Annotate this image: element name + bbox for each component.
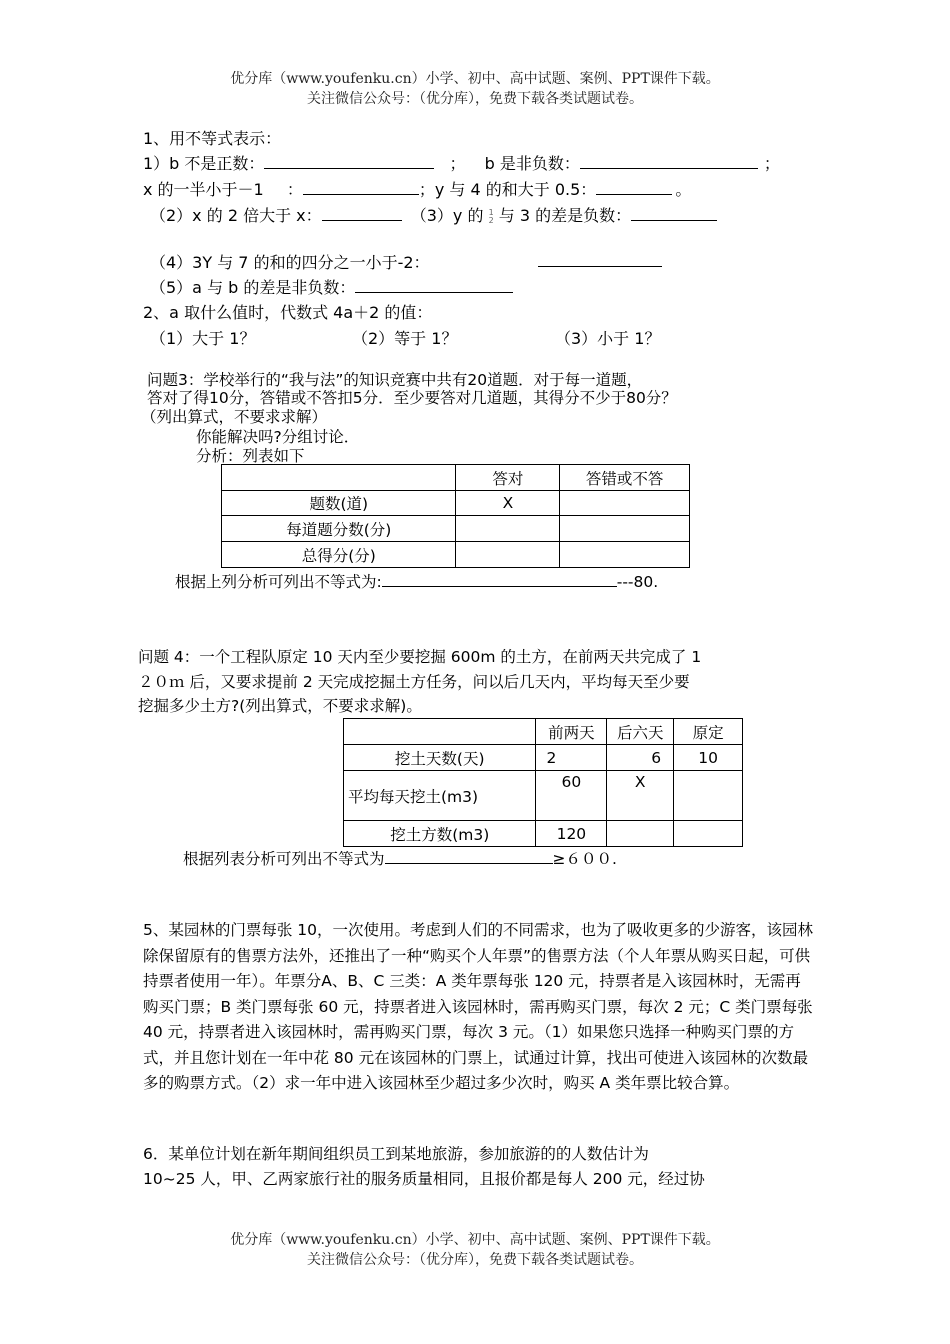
table-row — [222, 516, 690, 542]
table-cell: 挖土天数(天) — [344, 745, 536, 771]
blank — [303, 179, 419, 195]
q5-paragraph: 5、某园林的门票每张 10，一次使用。考虑到人们的不同需求，也为了吸收更多的少游客，该园林除保留原有的售票方法外，还推出了一种“购买个人年票”的售票方法（个人年票从购买日起，可供持票者使用一年）。年票分A、B、C 三类：A 类年票每张 120 元，持票者是入该园林时，无需再购买门票；B 类门票每张 60 元，持票者进入该园林时，需再购买门票，每次 2 元；C 类门票每张 40 元，持票者进入该园林时，需再购买门票，每次 3 元。（1）如果您只选择一种购买门票的方式，并且您计划在一年中花 80 元在该园林的门票上，试通过计算，找出可使进入该园林的次数最多的购票方式。（2）求一年中进入该园林至少超过多少次时，购买 A 类年票比较合算。 — [143, 921, 814, 1092]
table-row — [344, 821, 743, 847]
q4-line-2: ２０ｍ 后，又要求提前 2 天完成挖掘土方任务，问以后几天内，平均每天至少要 — [138, 673, 690, 691]
q1-l3b: （3）y 的 — [410, 206, 484, 225]
q1-title: 1、用不等式表示： — [143, 129, 282, 148]
table-cell — [344, 719, 536, 745]
table-cell: 120 — [536, 821, 607, 847]
q2-title: 2、a 取什么值时，代数式 4a＋2 的值： — [143, 303, 433, 322]
table-row — [222, 465, 690, 491]
table-cell — [222, 465, 456, 491]
q1-l2a: x 的一半小于－1 — [143, 180, 264, 199]
table-cell: 60 — [536, 771, 607, 821]
table-row — [344, 745, 743, 771]
table-cell: 每道题分数(分) — [222, 516, 456, 542]
blank — [264, 153, 434, 169]
q3-line-1: 问题3：学校举行的“我与法”的知识竞赛中共有20道题．对于每一道题， — [147, 371, 643, 389]
q1-l1c: b 是非负数： — [484, 154, 580, 173]
q1-line-2 — [143, 179, 691, 201]
q1-l3a: （2）x 的 2 倍大于 x： — [150, 206, 322, 225]
q6-line-1: 6．某单位计划在新年期间组织员工到某地旅游，参加旅游的的人数估计为 — [143, 1145, 649, 1163]
blank — [596, 179, 672, 195]
blank — [385, 848, 553, 864]
q1-line-3 — [150, 205, 717, 227]
table-cell — [607, 821, 674, 847]
table-cell: 平均每天挖土(m3) — [344, 771, 536, 821]
q1-l2b: ： — [286, 180, 303, 199]
q4-conclusion: 根据列表分析可列出不等式为 ≥６００. — [183, 850, 617, 868]
table-cell: 总得分(分) — [222, 542, 456, 568]
q1-line-5: （5）a 与 b 的差是非负数： — [150, 277, 513, 299]
table-row — [344, 719, 743, 745]
q4-table — [343, 718, 743, 847]
table-cell: 6 — [607, 745, 674, 771]
q2-option-1: （1）大于 1？ — [150, 329, 256, 348]
table-cell: X — [456, 491, 560, 516]
q1-line-1 — [143, 153, 780, 175]
table-header: 答对 — [456, 465, 560, 491]
table-cell: 挖土方数(m3) — [344, 821, 536, 847]
table-cell: 2 — [536, 745, 607, 771]
q4-line-3: 挖掘多少土方?(列出算式，不要求求解)。 — [138, 697, 422, 715]
table-cell: X — [607, 771, 674, 821]
table-row — [222, 542, 690, 568]
q1-l2c: ；y 与 4 的和大于 0.5： — [418, 180, 597, 199]
table-cell — [674, 821, 743, 847]
table-cell — [560, 516, 690, 542]
q1-l3c: 与 3 的差是负数： — [498, 206, 632, 225]
table-cell — [560, 491, 690, 516]
table-cell — [456, 516, 560, 542]
footer-line-1: 优分库（www.youfenku.cn）小学、初中、高中试题、案例、PPT课件下载。 — [230, 1232, 720, 1248]
q6-line-2: 10~25 人，甲、乙两家旅行社的服务质量相同，且报价都是每人 200 元，经过协 — [143, 1170, 705, 1188]
q3-line-2: 答对了得10分，答错或不答扣5分．至少要答对几道题，其得分不少于80分？ — [147, 389, 677, 407]
table-cell — [560, 542, 690, 568]
one-half-fraction: 1 2 — [488, 207, 494, 225]
table-row — [222, 491, 690, 516]
q1-l1a: 1）b 不是正数： — [143, 154, 265, 173]
table-cell: 题数(道) — [222, 491, 456, 516]
blank — [382, 571, 617, 587]
table-header: 前两天 — [536, 719, 607, 745]
q3-table — [221, 464, 690, 568]
q3-line-4: 你能解决吗?分组讨论． — [196, 428, 360, 446]
table-header: 后六天 — [607, 719, 674, 745]
q1-l1b: ； — [449, 154, 466, 173]
q3-conclusion: 根据上列分析可列出不等式为: ---80. — [175, 573, 659, 591]
header-line-1: 优分库（www.youfenku.cn）小学、初中、高中试题、案例、PPT课件下载。 — [230, 71, 720, 87]
blank — [631, 205, 717, 221]
q1-l4-blank — [538, 266, 662, 267]
q4-line-1: 问题 4：一个工程队原定 10 天内至少要挖掘 600m 的土方，在前两天共完成了 1 — [138, 648, 702, 666]
table-cell — [674, 771, 743, 821]
table-header: 原定 — [674, 719, 743, 745]
q1-l2d: 。 — [675, 180, 692, 199]
blank — [580, 153, 758, 169]
blank — [355, 277, 513, 293]
table-cell — [456, 542, 560, 568]
table-header: 答错或不答 — [560, 465, 690, 491]
q2-option-2: （2）等于 1？ — [352, 329, 458, 348]
q3-line-5: 分析：列表如下 — [196, 447, 305, 465]
table-row — [344, 771, 743, 821]
header-line-2: 关注微信公众号：（优分库），免费下载各类试题试卷。 — [307, 91, 643, 107]
q1-l1d: ； — [763, 154, 780, 173]
blank — [322, 205, 402, 221]
footer-line-2: 关注微信公众号：（优分库），免费下载各类试题试卷。 — [307, 1252, 643, 1268]
table-cell: 10 — [674, 745, 743, 771]
q1-line-4: （4）3Y 与 7 的和的四分之一小于-2： — [150, 253, 430, 272]
q3-line-3: （列出算式，不要求求解） — [141, 408, 328, 426]
q2-option-3: （3）小于 1？ — [555, 329, 661, 348]
